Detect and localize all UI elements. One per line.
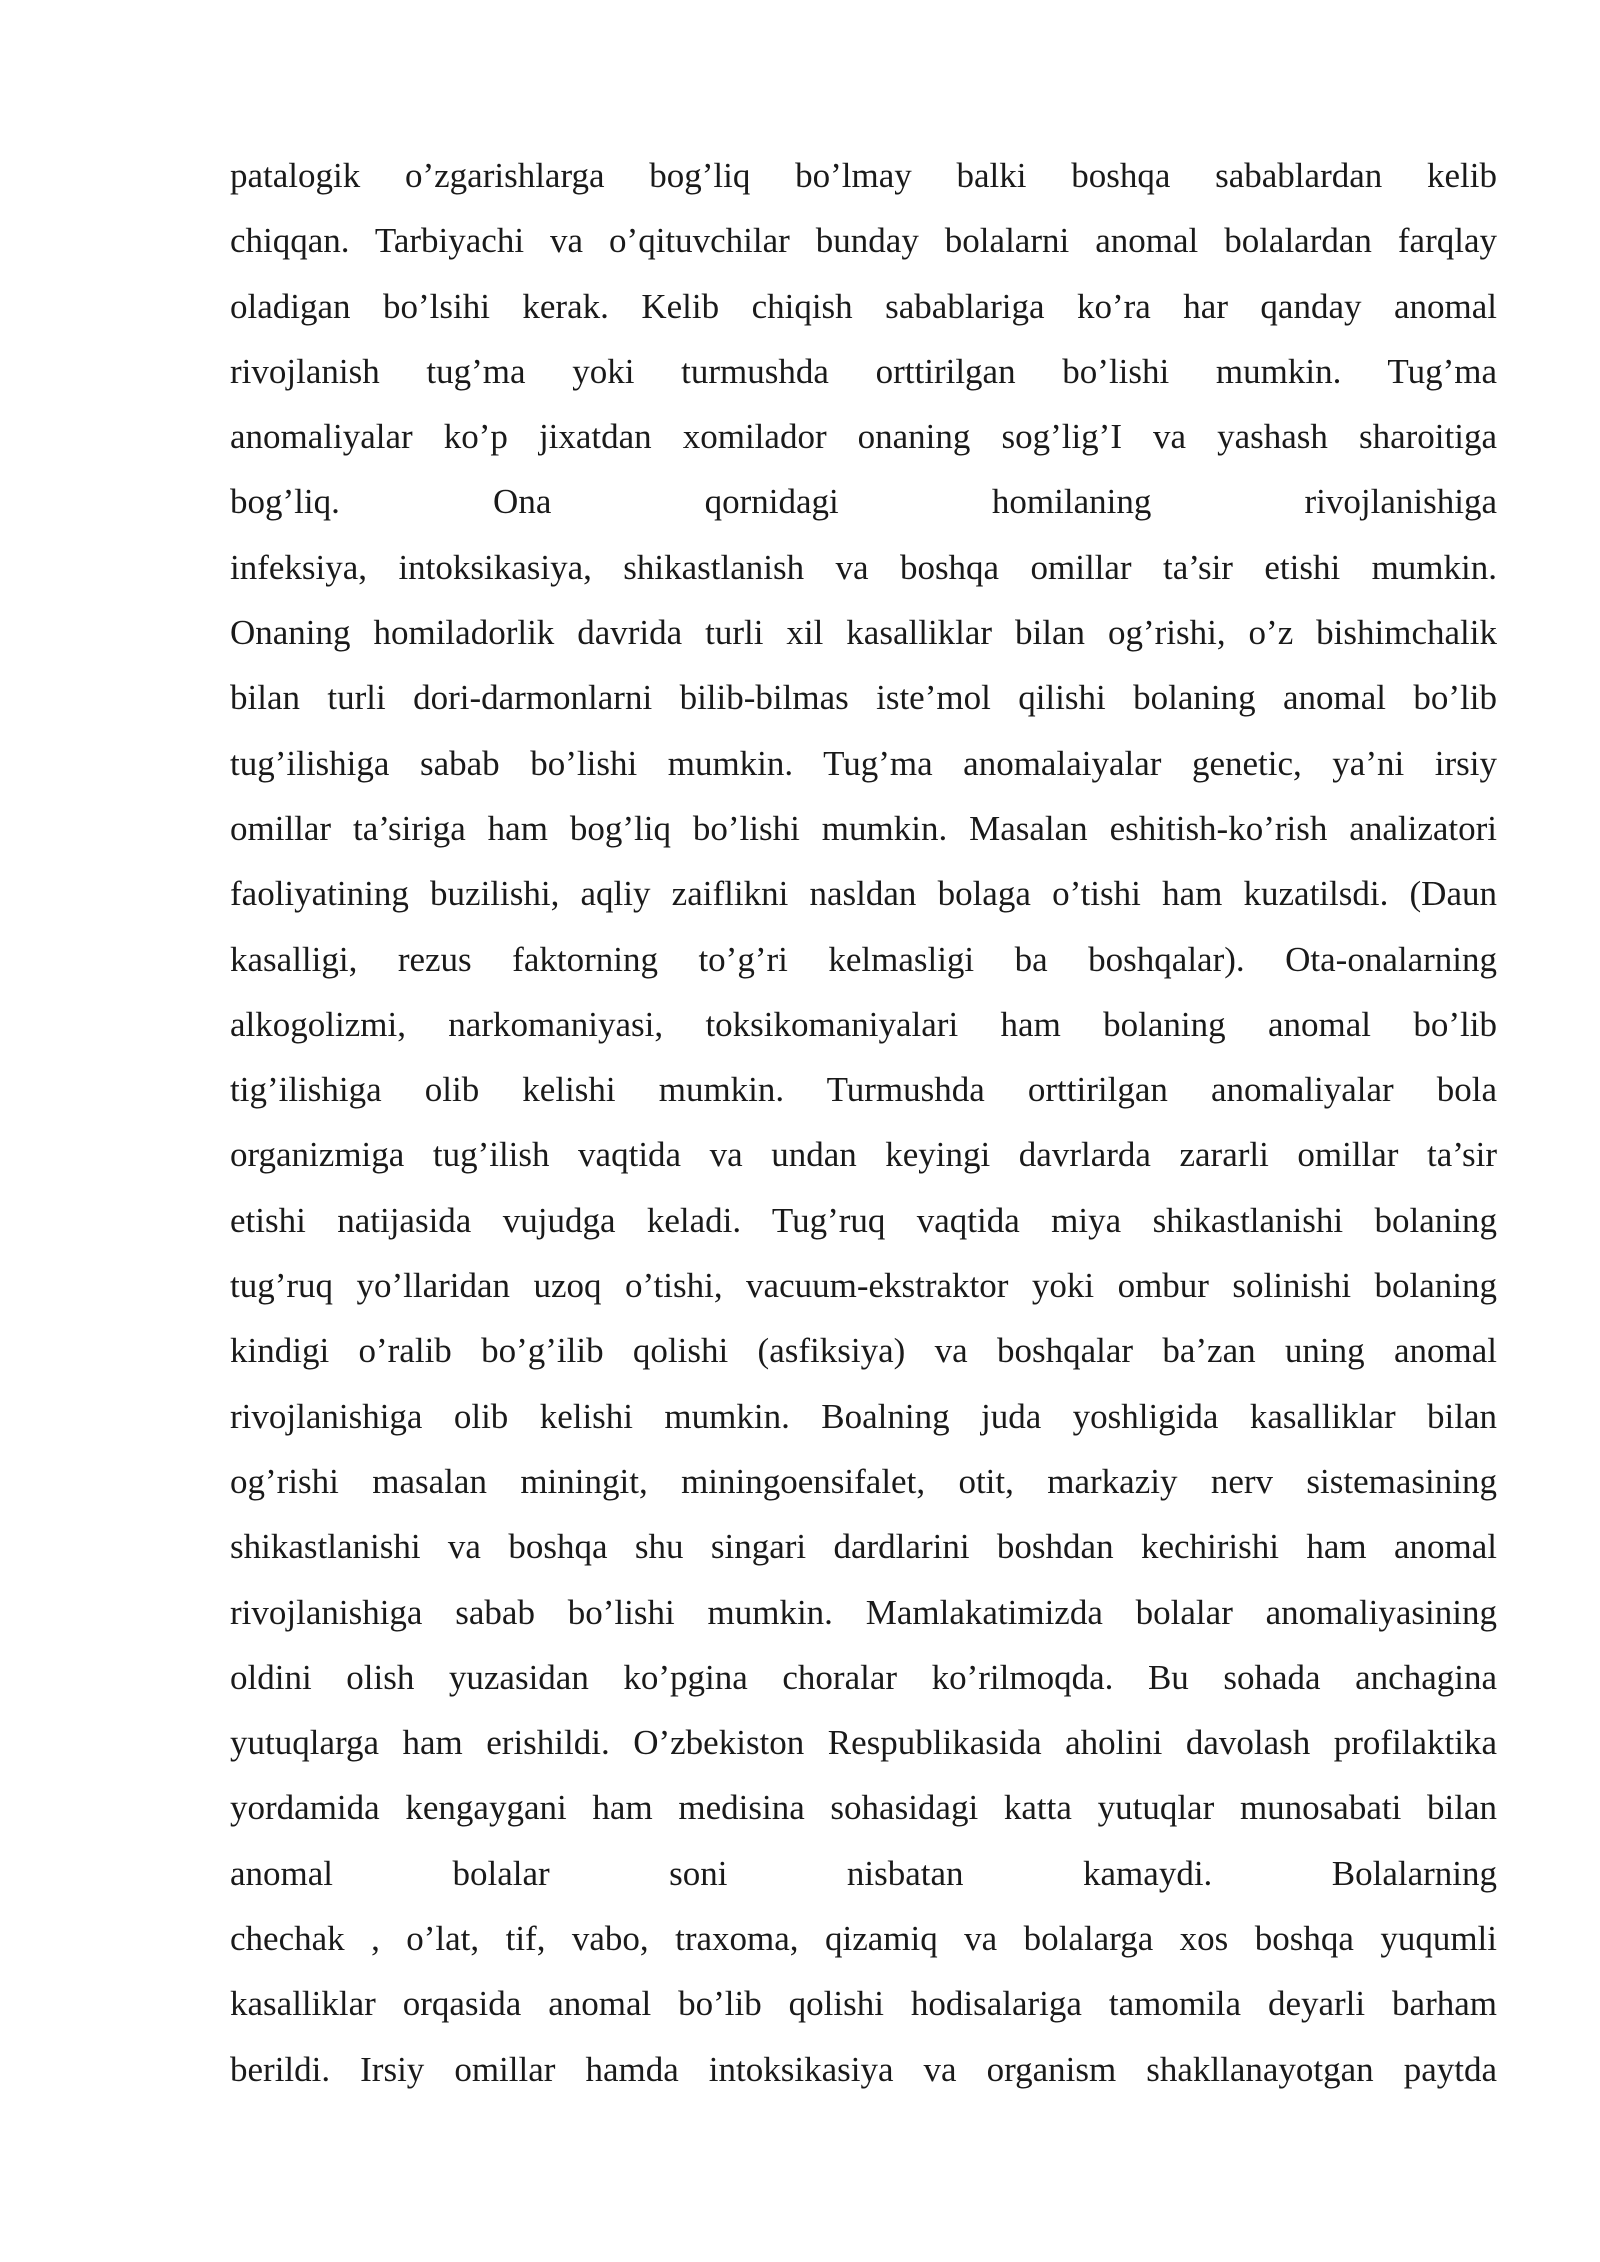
text-line: chiqqan. Tarbiyachi va o’qituvchilar bunday bolalarni anomal bolalardan farqlay — [230, 221, 1497, 261]
text-line: yutuqlarga ham erishildi. O’zbekiston Respublikasida aholini davolash profilaktika — [230, 1723, 1497, 1763]
text-line: chechak , o’lat, tif, vabo, traxoma, qizamiq va bolalarga xos boshqa yuqumli — [230, 1919, 1497, 1959]
text-line: rivojlanishiga olib kelishi mumkin. Boalning juda yoshligida kasalliklar bilan — [230, 1396, 1497, 1436]
text-line: organizmiga tug’ilish vaqtida va undan keyingi davrlarda zararli omillar ta’sir — [230, 1135, 1497, 1175]
text-line: oladigan bo’lsihi kerak. Kelib chiqish sabablariga ko’ra har qanday anomal — [230, 286, 1497, 326]
text-line: og’rishi masalan miningit, miningoensifalet, otit, markaziy nerv sistemasining — [230, 1461, 1497, 1501]
text-line: alkogolizmi, narkomaniyasi, toksikomaniyalari ham bolaning anomal bo’lib — [230, 1004, 1497, 1044]
text-line: infeksiya, intoksikasiya, shikastlanish va boshqa omillar ta’sir etishi mumkin. — [230, 547, 1497, 587]
text-line: Onaning homiladorlik davrida turli xil kasalliklar bilan og’rishi, o’z bishimchalik — [230, 613, 1497, 653]
text-line: berildi. Irsiy omillar hamda intoksikasiya va organism shakllanayotgan paytda — [230, 2049, 1497, 2089]
text-line: kasalligi, rezus faktorning to’g’ri kelmasligi ba boshqalar). Ota-onalarning — [230, 939, 1497, 979]
text-line: bilan turli dori-darmonlarni bilib-bilmas iste’mol qilishi bolaning anomal bo’lib — [230, 678, 1497, 718]
text-line: rivojlanish tug’ma yoki turmushda orttirilgan bo’lishi mumkin. Tug’ma — [230, 351, 1497, 391]
text-line: anomaliyalar ko’p jixatdan xomilador onaning sog’lig’I va yashash sharoitiga — [230, 417, 1497, 457]
text-line: rivojlanishiga sabab bo’lishi mumkin. Mamlakatimizda bolalar anomaliyasining — [230, 1592, 1497, 1632]
text-line: etishi natijasida vujudga keladi. Tug’ruq vaqtida miya shikastlanishi bolaning — [230, 1200, 1497, 1240]
text-line: faoliyatining buzilishi, aqliy zaiflikni nasldan bolaga o’tishi ham kuzatilsdi. (Daun — [230, 874, 1497, 914]
text-line: patalogik o’zgarishlarga bog’liq bo’lmay balki boshqa sabablardan kelib — [230, 156, 1497, 195]
text-line: kindigi o’ralib bo’g’ilib qolishi (asfiksiya) va boshqalar ba’zan uning anomal — [230, 1331, 1497, 1371]
text-line: tug’ilishiga sabab bo’lishi mumkin. Tug’ma anomalaiyalar genetic, ya’ni irsiy — [230, 743, 1497, 783]
text-line: oldini olish yuzasidan ko’pgina choralar ko’rilmoqda. Bu sohada anchagina — [230, 1657, 1497, 1697]
text-line: omillar ta’siriga ham bog’liq bo’lishi mumkin. Masalan eshitish-ko’rish analizatori — [230, 808, 1497, 848]
body-paragraph — [230, 143, 1497, 2102]
text-line: anomal bolalar soni nisbatan kamaydi. Bolalarning — [230, 1853, 1497, 1893]
text-line: shikastlanishi va boshqa shu singari dardlarini boshdan kechirishi ham anomal — [230, 1527, 1497, 1567]
text-line: bog’liq. Ona qornidagi homilaning rivojlanishiga — [230, 482, 1497, 522]
text-line: tug’ruq yo’llaridan uzoq o’tishi, vacuum-ekstraktor yoki ombur solinishi bolaning — [230, 1266, 1497, 1306]
text-line: tig’ilishiga olib kelishi mumkin. Turmushda orttirilgan anomaliyalar bola — [230, 1070, 1497, 1110]
text-line: kasalliklar orqasida anomal bo’lib qolishi hodisalariga tamomila deyarli barham — [230, 1984, 1497, 2024]
text-line: yordamida kengaygani ham medisina sohasidagi katta yutuqlar munosabati bilan — [230, 1788, 1497, 1828]
